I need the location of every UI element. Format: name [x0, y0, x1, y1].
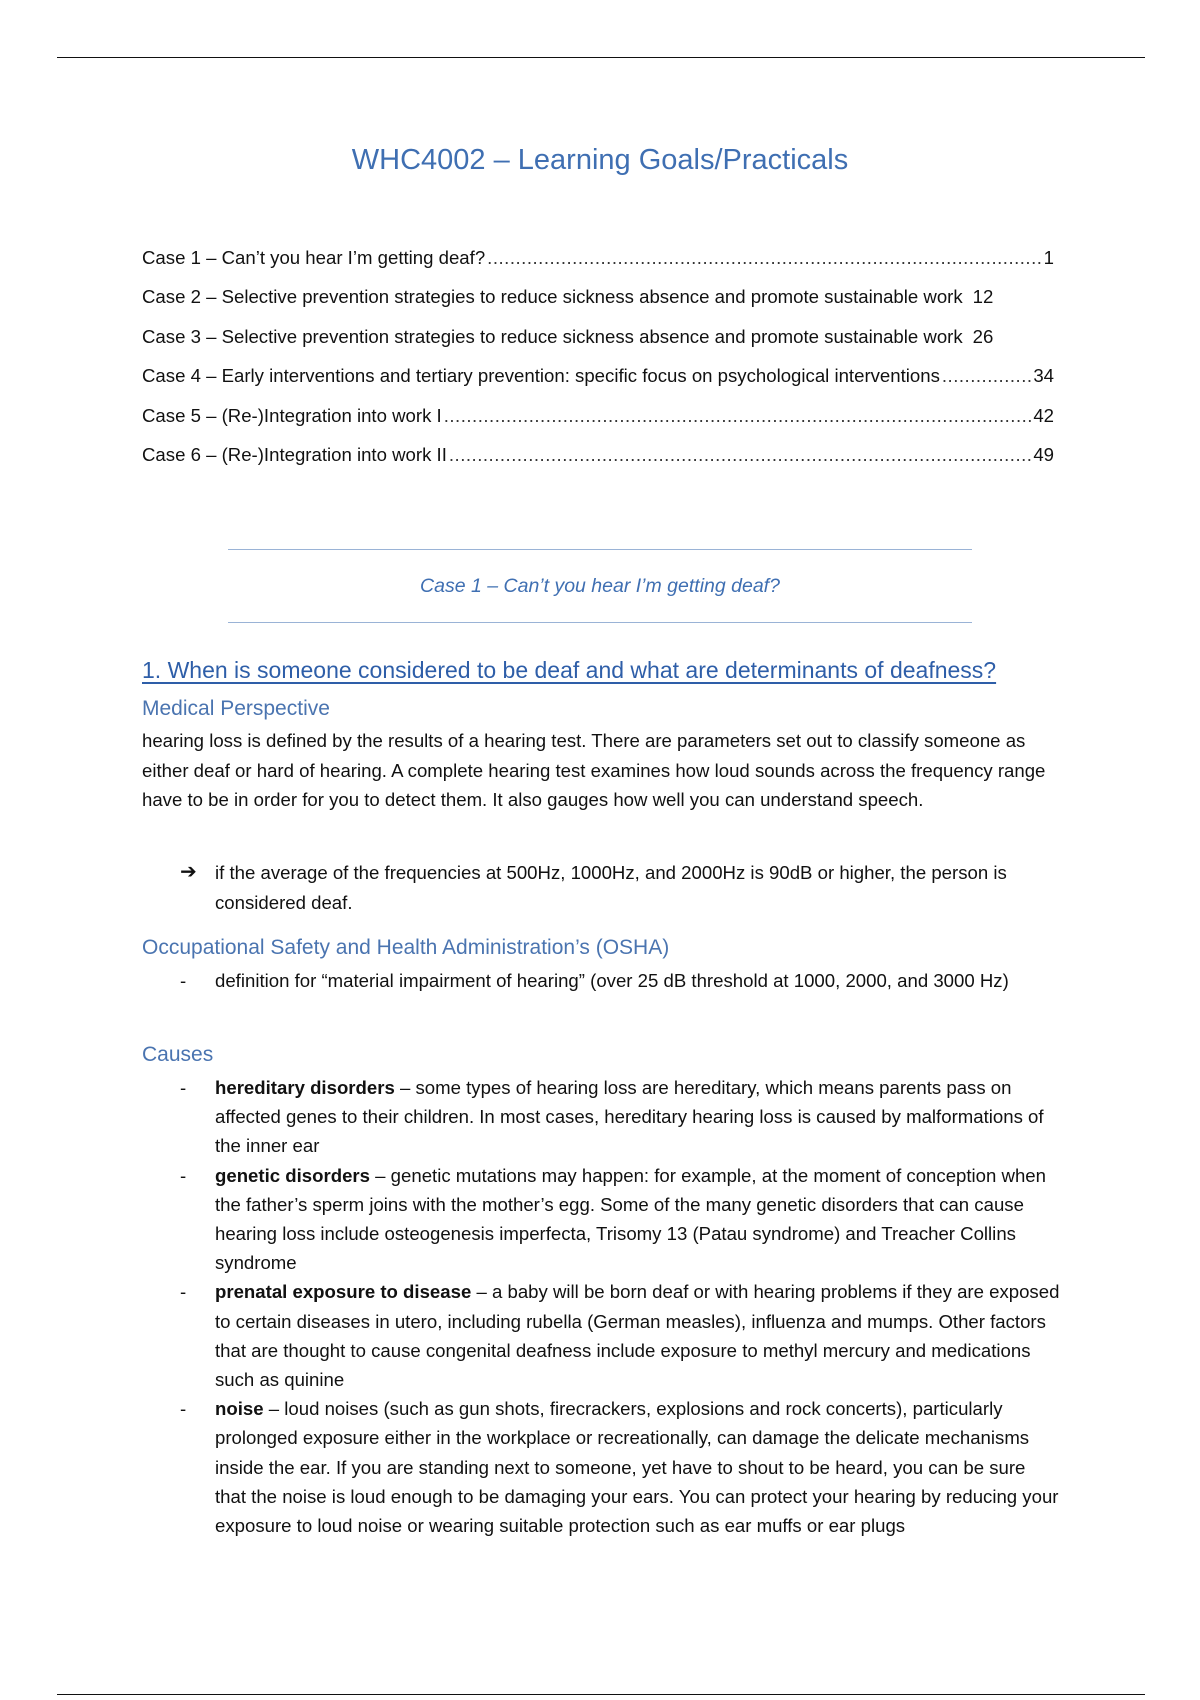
list-item — [180, 1161, 1060, 1278]
toc-entry-label: Case 2 – Selective prevention strategies to reduce sickness absence and promote sustainable work — [142, 286, 963, 308]
toc-leader-dots — [444, 405, 1032, 427]
osha-list — [180, 966, 1060, 995]
list-item — [180, 1394, 1060, 1540]
osha-definition: definition for “material impairment of hearing” (over 25 dB threshold at 1000, 2000, and 3000 Hz) — [215, 970, 1009, 991]
right-arrow-icon: ➔ — [180, 861, 197, 883]
deafness-threshold-text: if the average of the frequencies at 500Hz, 1000Hz, and 2000Hz is 90dB or higher, the person is considered deaf. — [215, 862, 1007, 913]
dash-marker: - — [180, 1281, 187, 1303]
list-item — [180, 1073, 1060, 1161]
cause-term: genetic disorders — [215, 1164, 370, 1186]
cause-term: hereditary disorders — [215, 1077, 395, 1098]
page-title: WHC4002 – Learning Goals/Practicals — [351, 144, 849, 176]
toc-entry-page: 1 — [1043, 247, 1054, 268]
toc-entry-case-3[interactable] — [142, 326, 1054, 365]
toc-leader-dots — [449, 444, 1031, 466]
list-item — [180, 1277, 1060, 1394]
toc-entry-label: Case 3 – Selective prevention strategies to reduce sickness absence and promote sustainable work — [142, 325, 963, 347]
list-item — [180, 966, 1060, 995]
toc-entry-label: Case 4 – Early interventions and tertiary prevention: specific focus on psychological interventions — [142, 365, 940, 387]
cause-description: – some types of hearing loss are hereditary, which means parents pass on affected genes to their children. In most cases, hereditary hearing loss is caused by malformations of the inner ear — [215, 1077, 1044, 1157]
toc-entry-case-4[interactable] — [142, 365, 1054, 404]
medical-perspective-heading: Medical Perspective — [142, 697, 330, 720]
cause-description: – loud noises (such as gun shots, firecrackers, explosions and rock concerts), particularly prolonged exposure either in the workplace or recreationally, can damage the delicate mechanisms inside the ear. If you are standing next to someone, yet have to shout to be heard, you can be sure that the noise is loud enough to be damaging your ears. You can protect your hearing by reducing your exposure to loud noise or wearing suitable protection such as ear muffs or ear plugs — [215, 1398, 1059, 1537]
cause-term: noise — [215, 1398, 264, 1420]
toc-leader-dots — [942, 365, 1031, 387]
cause-description: – genetic mutations may happen: for example, at the moment of conception when the father’s sperm joins with the mother’s egg. Some of the many genetic disorders that can cause hearing loss include osteogenesis imperfecta, Trisomy 13 (Patau syndrome) and Treacher Collins syndrome — [215, 1164, 1046, 1274]
dash-marker: - — [180, 1164, 187, 1186]
table-of-contents — [142, 247, 1054, 483]
toc-entry-label: Case 6 – (Re-)Integration into work II — [142, 443, 447, 465]
header-rule — [57, 57, 1145, 58]
case-heading: Case 1 – Can’t you hear I’m getting deaf? — [420, 574, 780, 597]
toc-entry-page: 49 — [1033, 443, 1054, 465]
toc-entry-page: 34 — [1033, 365, 1054, 387]
toc-entry-page: 12 — [972, 286, 994, 308]
dash-marker: - — [180, 1398, 187, 1420]
dash-marker: - — [180, 970, 187, 991]
toc-entry-label: Case 1 – Can’t you hear I’m getting deaf? — [142, 247, 486, 268]
medical-perspective-paragraph: hearing loss is defined by the results of a hearing test. There are parameters set out to classify someone as either deaf or hard of hearing. A complete hearing test examines how loud sounds across the frequency range have to be in order for you to detect them. It also gauges how well you can understand speech. — [142, 730, 1046, 811]
toc-entry-case-5[interactable] — [142, 405, 1054, 444]
toc-leader-dots — [487, 247, 1041, 269]
toc-entry-case-1[interactable] — [142, 247, 1054, 286]
deafness-threshold-point — [180, 858, 1060, 917]
toc-entry-page: 42 — [1033, 404, 1054, 426]
case-heading-box — [228, 549, 972, 623]
causes-heading: Causes — [142, 1043, 214, 1066]
dash-marker: - — [180, 1077, 187, 1098]
toc-entry-label: Case 5 – (Re-)Integration into work I — [142, 404, 442, 426]
footer-rule — [57, 1694, 1145, 1695]
toc-entry-page: 26 — [972, 325, 994, 347]
toc-entry-case-2[interactable] — [142, 286, 1054, 325]
causes-list — [180, 1073, 1060, 1540]
question-heading: 1. When is someone considered to be deaf and what are determinants of deafness? — [142, 657, 997, 683]
cause-term: prenatal exposure to disease — [215, 1281, 472, 1303]
cause-description: – a baby will be born deaf or with hearing problems if they are exposed to certain diseases in utero, including rubella (German measles), influenza and mumps. Other factors that are thought to cause congenital deafness include exposure to methyl mercury and medications such as quinine — [215, 1281, 1060, 1391]
osha-heading: Occupational Safety and Health Administration’s (OSHA) — [142, 936, 670, 959]
toc-entry-case-6[interactable] — [142, 444, 1054, 483]
